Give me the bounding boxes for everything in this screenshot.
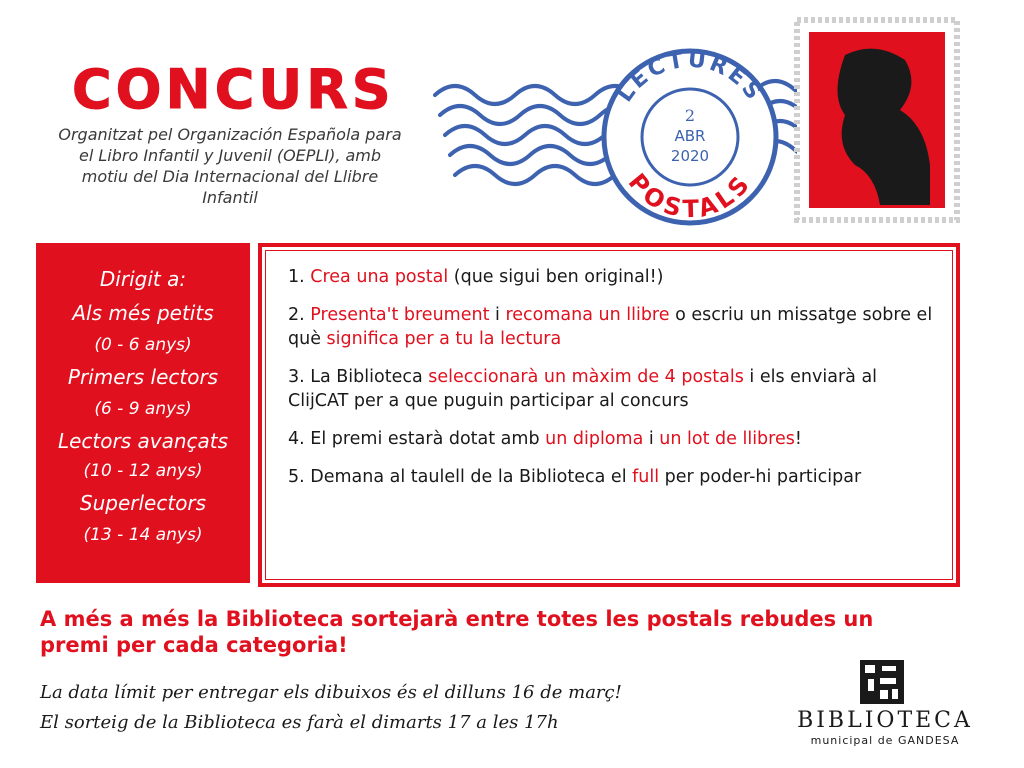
library-logo-subtitle: municipal de GANDESA: [810, 734, 960, 747]
step-highlight: Presenta't breument: [310, 305, 490, 325]
library-logo: [790, 660, 980, 750]
step-text: 5. Demana al taulell de la Biblioteca el: [288, 467, 633, 487]
audience-heading: Dirigit a:: [99, 267, 187, 291]
step-highlight: recomana un llibre: [505, 305, 670, 325]
audience-group-name: Superlectors: [79, 491, 207, 515]
step-text: (que sigui ben original!): [448, 267, 664, 287]
step-item: [288, 427, 938, 451]
deadline-text: La data límit per entregar els dibuixos és el dilluns 16 de març!: [40, 682, 622, 703]
step-item: [288, 365, 938, 413]
contest-title-text: CONCURS: [72, 58, 392, 120]
contest-title-graphic: [72, 58, 392, 120]
postmark-top-text: LECTURES: [612, 47, 768, 107]
organizer-subtitle: Organitzat pel Organización Española para el Libro Infantil y Juvenil (OEPLI), amb motiu del Dia Internacional del Llibre Infantil: [58, 125, 402, 207]
postage-stamp: [797, 20, 957, 220]
bonus-announcement: A més a més la Biblioteca sortejarà entre totes les postals rebudes un premi per cada categoria!: [40, 607, 874, 657]
dates-info: [40, 678, 800, 738]
step-highlight: un diploma: [545, 429, 644, 449]
step-text: i: [643, 429, 660, 449]
step-item: [288, 465, 938, 489]
postmark-bottom-text: POSTALS: [622, 168, 758, 224]
step-text: 4. El premi estarà dotat amb: [288, 429, 546, 449]
audience-group-ages: (0 - 6 anys): [94, 335, 192, 355]
audience-group-name: Primers lectors: [67, 365, 219, 389]
step-text: 3. La Biblioteca: [288, 367, 429, 387]
postmark-stamp-illustration: [425, 15, 965, 235]
draw-date-text: El sorteig de la Biblioteca es farà el dimarts 17 a les 17h: [40, 712, 559, 733]
postmark-circle: [604, 47, 776, 223]
step-text: i els enviarà al ClijCAT per a que puguin participar al concurs: [288, 367, 878, 411]
step-item: [288, 265, 938, 289]
step-highlight: seleccionarà un màxim de 4 postals: [428, 367, 744, 387]
postmark-year: 2020: [670, 147, 710, 165]
audience-group-ages: (6 - 9 anys): [94, 399, 192, 419]
step-text: i: [489, 305, 506, 325]
step-text: !: [794, 429, 802, 449]
audience-group-name: Lectors avançats: [57, 429, 229, 453]
contest-title: [72, 58, 392, 120]
step-highlight: un lot de llibres: [659, 429, 795, 449]
step-highlight: Crea una postal: [310, 267, 449, 287]
postmark-month: ABR: [674, 127, 706, 145]
audience-group-name: Als més petits: [72, 301, 214, 325]
audience-group-ages: (10 - 12 anys): [83, 461, 203, 481]
audience-group-ages: (13 - 14 anys): [83, 525, 203, 545]
step-highlight: full: [632, 467, 660, 487]
audience-panel: [36, 243, 250, 583]
library-logo-mark: [860, 660, 904, 704]
postmark-day: 2: [684, 106, 696, 125]
step-text: 1.: [288, 267, 311, 287]
step-text: 2.: [288, 305, 311, 325]
library-logo-name: BIBLIOTECA: [797, 708, 973, 733]
step-item: [288, 303, 938, 351]
step-text: o escriu un missatge sobre el què: [288, 305, 933, 349]
step-text: per poder-hi participar: [659, 467, 862, 487]
step-highlight: significa per a tu la lectura: [326, 329, 562, 349]
steps-panel: [258, 243, 960, 587]
steps-list: [288, 265, 938, 503]
